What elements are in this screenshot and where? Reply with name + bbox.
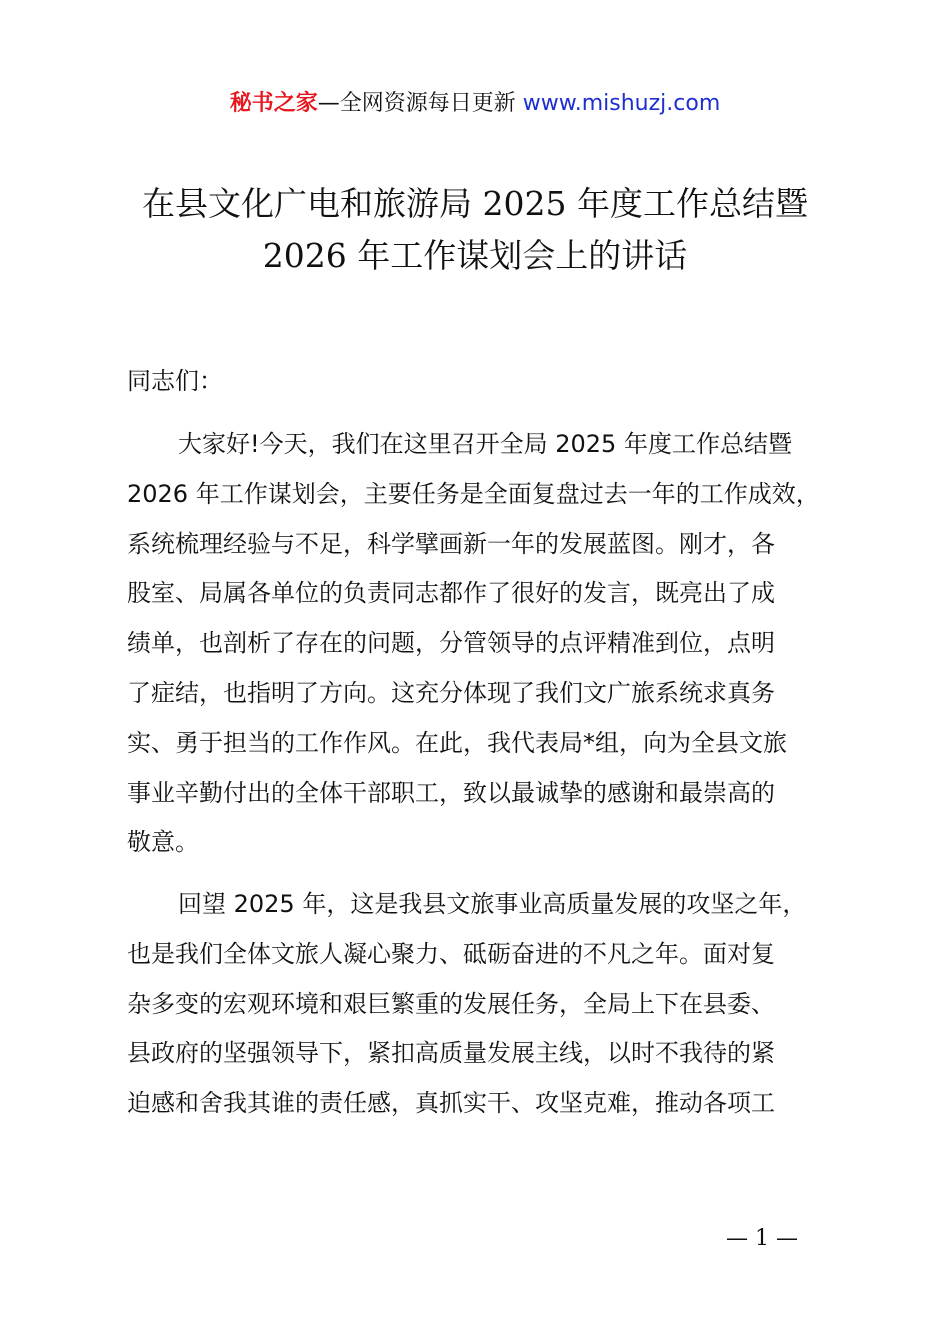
salutation: 同志们： (127, 367, 223, 395)
title-line-1: 在县文化广电和旅游局 2025 年度工作总结暨 (142, 184, 808, 223)
paragraph-line: 股室、局属各单位的负责同志都作了很好的发言，既亮出了成 (127, 579, 775, 608)
paragraph-line: 事业辛勤付出的全体干部职工，致以最诚挚的感谢和最崇高的 (127, 778, 775, 807)
site-header (0, 86, 950, 122)
paragraph-line: 也是我们全体文旅人凝心聚力、砥砺奋进的不凡之年。面对复 (127, 939, 775, 968)
paragraph-line: 迫感和舍我其谁的责任感，真抓实干、攻坚克难，推动各项工 (127, 1089, 775, 1118)
paragraph-line: 县政府的坚强领导下，紧扣高质量发展主线，以时不我待的紧 (127, 1039, 775, 1068)
paragraph-2 (127, 880, 843, 1129)
document-title (60, 178, 890, 282)
paragraph-line: 敬意。 (127, 828, 199, 857)
paragraph-line: 大家好!今天，我们在这里召开全局 2025 年度工作总结暨 (178, 430, 792, 458)
paragraph-line: 了症结，也指明了方向。这充分体现了我们文广旅系统求真务 (127, 678, 775, 707)
paragraph-line: 绩单，也剖析了存在的问题，分管领导的点评精准到位，点明 (127, 629, 775, 658)
site-tagline: —全网资源每日更新 (317, 91, 516, 116)
paragraph-line: 2026 年工作谋划会，主要任务是全面复盘过去一年的工作成效， (127, 479, 820, 508)
paragraph-line: 回望 2025 年，这是我县文旅事业高质量发展的攻坚之年， (178, 890, 807, 918)
title-line-2: 2026 年工作谋划会上的讲话 (262, 236, 688, 275)
paragraph-1 (127, 420, 843, 868)
page-number: — 1 — (726, 1226, 798, 1251)
site-brand: 秘书之家 (229, 91, 318, 116)
site-url-link[interactable]: www.mishuzj.com (522, 91, 721, 116)
paragraph-line: 实、勇于担当的工作作风。在此，我代表局*组，向为全县文旅 (127, 728, 787, 757)
paragraph-line: 系统梳理经验与不足，科学擘画新一年的发展蓝图。刚才，各 (127, 529, 775, 558)
paragraph-line: 杂多变的宏观环境和艰巨繁重的发展任务，全局上下在县委、 (127, 989, 775, 1018)
